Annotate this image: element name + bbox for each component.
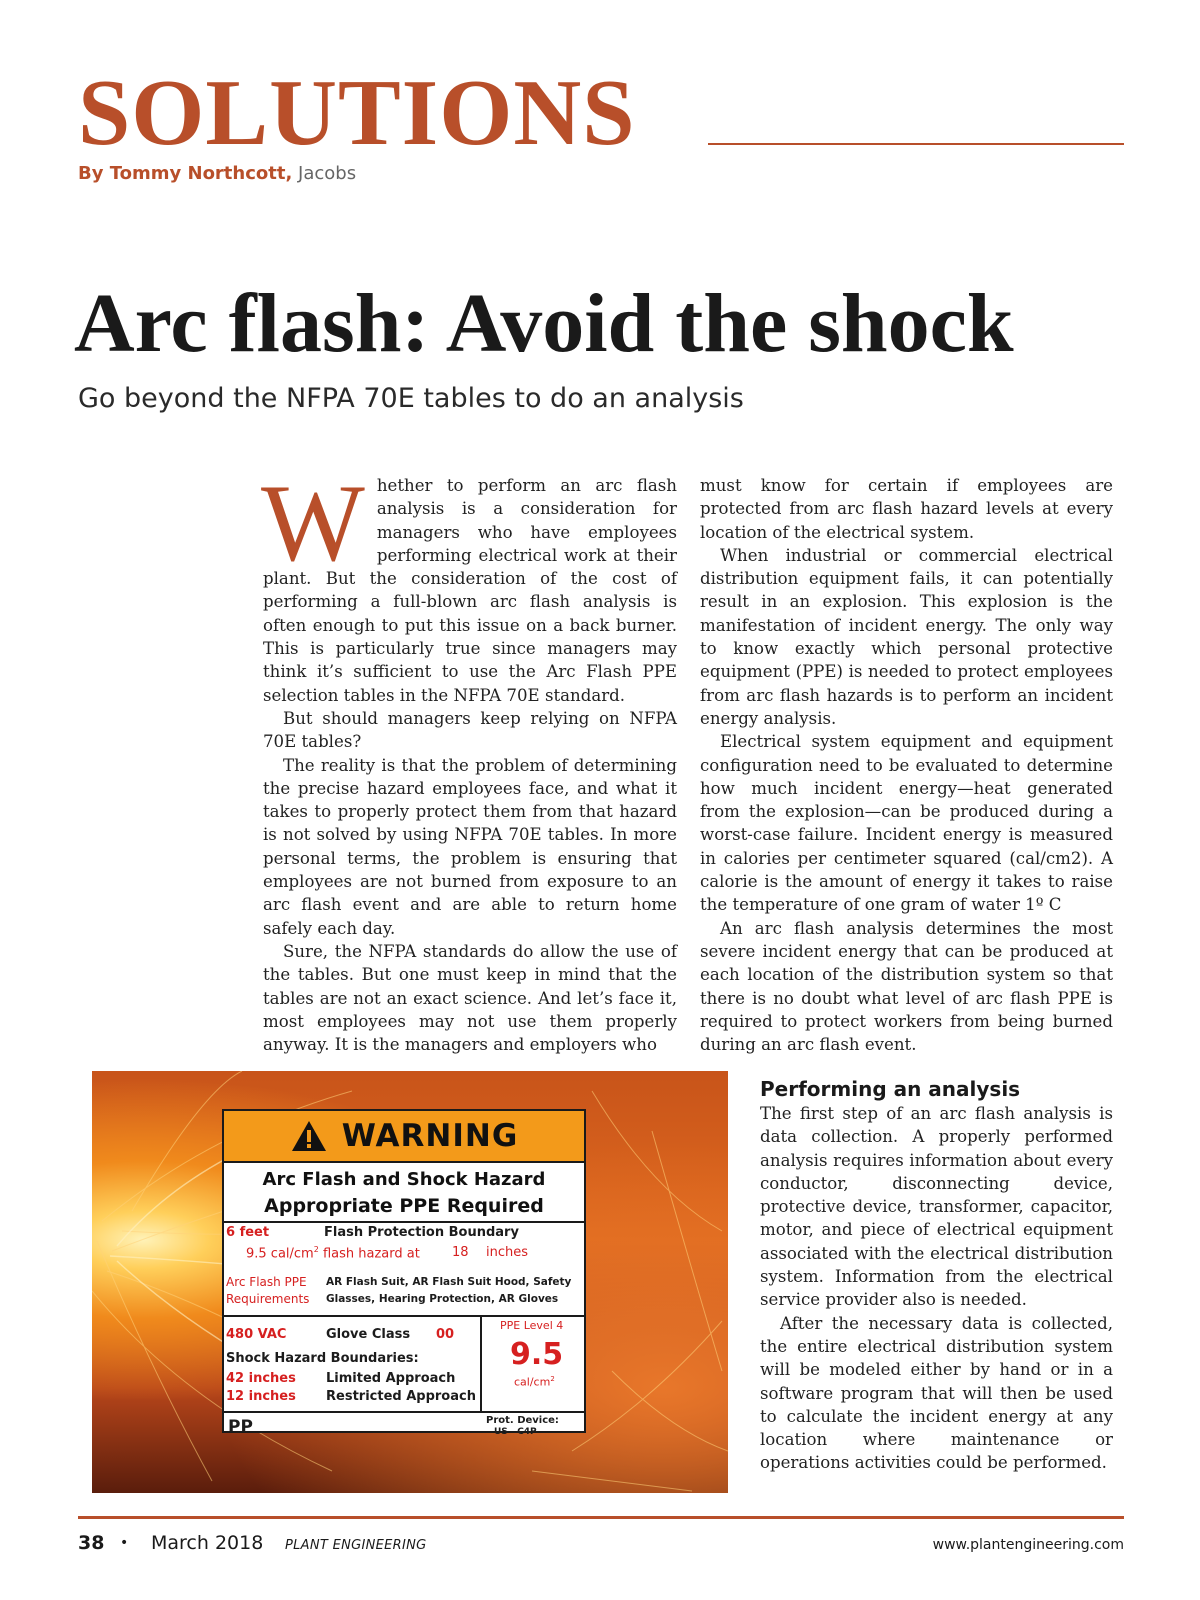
paragraph: After the necessary data is collected, the entire electrical distribution system will be modeled either by hand or in a software program that will then be used to calculate the incident energy at any location where maintenance or operations activities could be performed.	[760, 1313, 1113, 1473]
ppe-level: PPE Level 4	[500, 1319, 564, 1332]
incident-energy-unit: cal/$cm^2$	[514, 1375, 555, 1389]
paragraph: But should managers keep relying on NFPA 70E tables?	[263, 708, 677, 752]
article-column-bottom	[760, 1076, 1113, 1475]
protective-device-label: Prot. Device:	[486, 1415, 559, 1426]
glove-class-label: Glove Class	[326, 1327, 411, 1342]
ppe-label-line1: Arc Flash PPE	[226, 1275, 307, 1289]
label-body	[224, 1223, 584, 1465]
header-rule	[708, 143, 1124, 145]
equipment-id: PP	[228, 1417, 253, 1437]
ppe-label-line2: Requirements	[226, 1292, 310, 1306]
warning-heading: WARNING	[341, 1118, 519, 1154]
article-title: Arc flash: Avoid the shock	[74, 277, 1014, 370]
article-column-right	[700, 474, 1113, 1056]
website-url[interactable]: www.plantengineering.com	[932, 1537, 1124, 1553]
warning-triangle-icon	[290, 1119, 328, 1153]
paragraph: hether to perform an arc flash analysis is a consideration for managers who have employees performing electrical work at their plant. But the consideration of the cost of performing a full-blown arc flash analysis is often enough to put this issue on a back burner. This is particularly true since managers may think it’s sufficient to use the Arc Flash PPE selection tables in the NFPA 70E standard.	[263, 476, 677, 705]
working-distance-unit: inches	[486, 1245, 529, 1260]
warning-label	[222, 1109, 586, 1437]
ppe-items-line1: AR Flash Suit, AR Flash Suit Hood, Safety	[326, 1276, 572, 1288]
glove-class-value: 00	[436, 1327, 455, 1342]
label-title: Arc Flash and Shock Hazard	[262, 1169, 546, 1190]
paragraph: The first step of an arc flash analysis is data collection. A properly performed analysis requires information about every conductor, disconnecting device, protective device, transformer, capacitor, motor, and piece of electrical equipment associated with the electrical distribution system. Information from the electrical service provider also is needed.	[760, 1104, 1113, 1310]
article-column-left	[261, 462, 677, 1056]
warning-band	[224, 1111, 584, 1163]
protective-device-value: US C4P	[494, 1427, 537, 1437]
label-divider	[224, 1411, 584, 1413]
paragraph: When industrial or commercial electrical distribution equipment fails, it can potentially result in an explosion. This explosion is the manifestation of incident energy. The only way to know exactly which personal protective equipment (PPE) is needed to protect employees from arc flash hazards is to perform an incident energy analysis.	[700, 545, 1113, 728]
ppe-items-line2: Glasses, Hearing Protection, AR Gloves	[326, 1293, 559, 1305]
paragraph: Electrical system equipment and equipment configuration need to be evaluated to determine how much incident energy—heat generated from the explosion—can be produced during a worst-case failure. Incident energy is measured in calories per centimeter squared (cal/cm2). A calorie is the amount of energy it takes to raise the temperature of one gram of water 1º C	[700, 732, 1113, 915]
publication-name: PLANT ENGINEERING	[285, 1538, 427, 1553]
section-subhead: Performing an analysis	[760, 1077, 1021, 1101]
article-deck: Go beyond the NFPA 70E tables to do an analysis	[78, 383, 744, 414]
voltage: 480 VAC	[226, 1327, 287, 1342]
paragraph: The reality is that the problem of determining the precise hazard employees face, and what it takes to properly protect them from that hazard is not solved by using NFPA 70E tables. In more personal terms, the problem is ensuring that employees are not burned from exposure to an arc flash event and are able to return home safely each day.	[263, 755, 677, 938]
page-number: 38	[78, 1532, 105, 1554]
footer-rule	[78, 1516, 1124, 1519]
drop-cap: W	[261, 462, 365, 584]
byline	[78, 163, 356, 184]
issue-date: March 2018	[151, 1532, 264, 1554]
author-name: Tommy Northcott,	[109, 163, 293, 184]
label-divider	[480, 1315, 482, 1411]
label-subtitle: Appropriate PPE Required	[224, 1195, 584, 1223]
limited-approach-label: Limited Approach	[326, 1371, 456, 1386]
boundary-label: Flash Protection Boundary	[324, 1225, 519, 1240]
arc-flash-photo	[92, 1071, 728, 1493]
paragraph: must know for certain if employees are protected from arc flash hazard levels at every location of the electrical system.	[700, 476, 1113, 542]
restricted-approach-label: Restricted Approach	[326, 1389, 476, 1404]
footer-bullet: •	[120, 1535, 129, 1551]
restricted-approach-distance: 12 inches	[226, 1389, 296, 1404]
paragraph: Sure, the NFPA standards do allow the use of the tables. But one must keep in mind that the tables are not an exact science. And let’s face it, most employees may not use them properly anyway. It is the managers and employers who	[263, 941, 677, 1055]
author-company: Jacobs	[292, 163, 357, 184]
incident-energy-large: 9.5	[510, 1337, 564, 1372]
boundary-distance: 6 feet	[226, 1225, 270, 1240]
section-header: SOLUTIONS	[78, 61, 636, 165]
working-distance: 18	[452, 1245, 469, 1260]
incident-energy: 9.5 cal/$cm^2$ flash hazard at	[246, 1245, 420, 1262]
limited-approach-distance: 42 inches	[226, 1371, 296, 1386]
byline-prefix: By	[78, 163, 110, 184]
label-divider	[224, 1315, 584, 1317]
paragraph: An arc flash analysis determines the most severe incident energy that can be produced at each location of the distribution system so that there is no doubt what level of arc flash PPE is required to protect workers from being burned during an arc flash event.	[700, 918, 1113, 1055]
shock-boundaries-label: Shock Hazard Boundaries:	[226, 1351, 419, 1366]
